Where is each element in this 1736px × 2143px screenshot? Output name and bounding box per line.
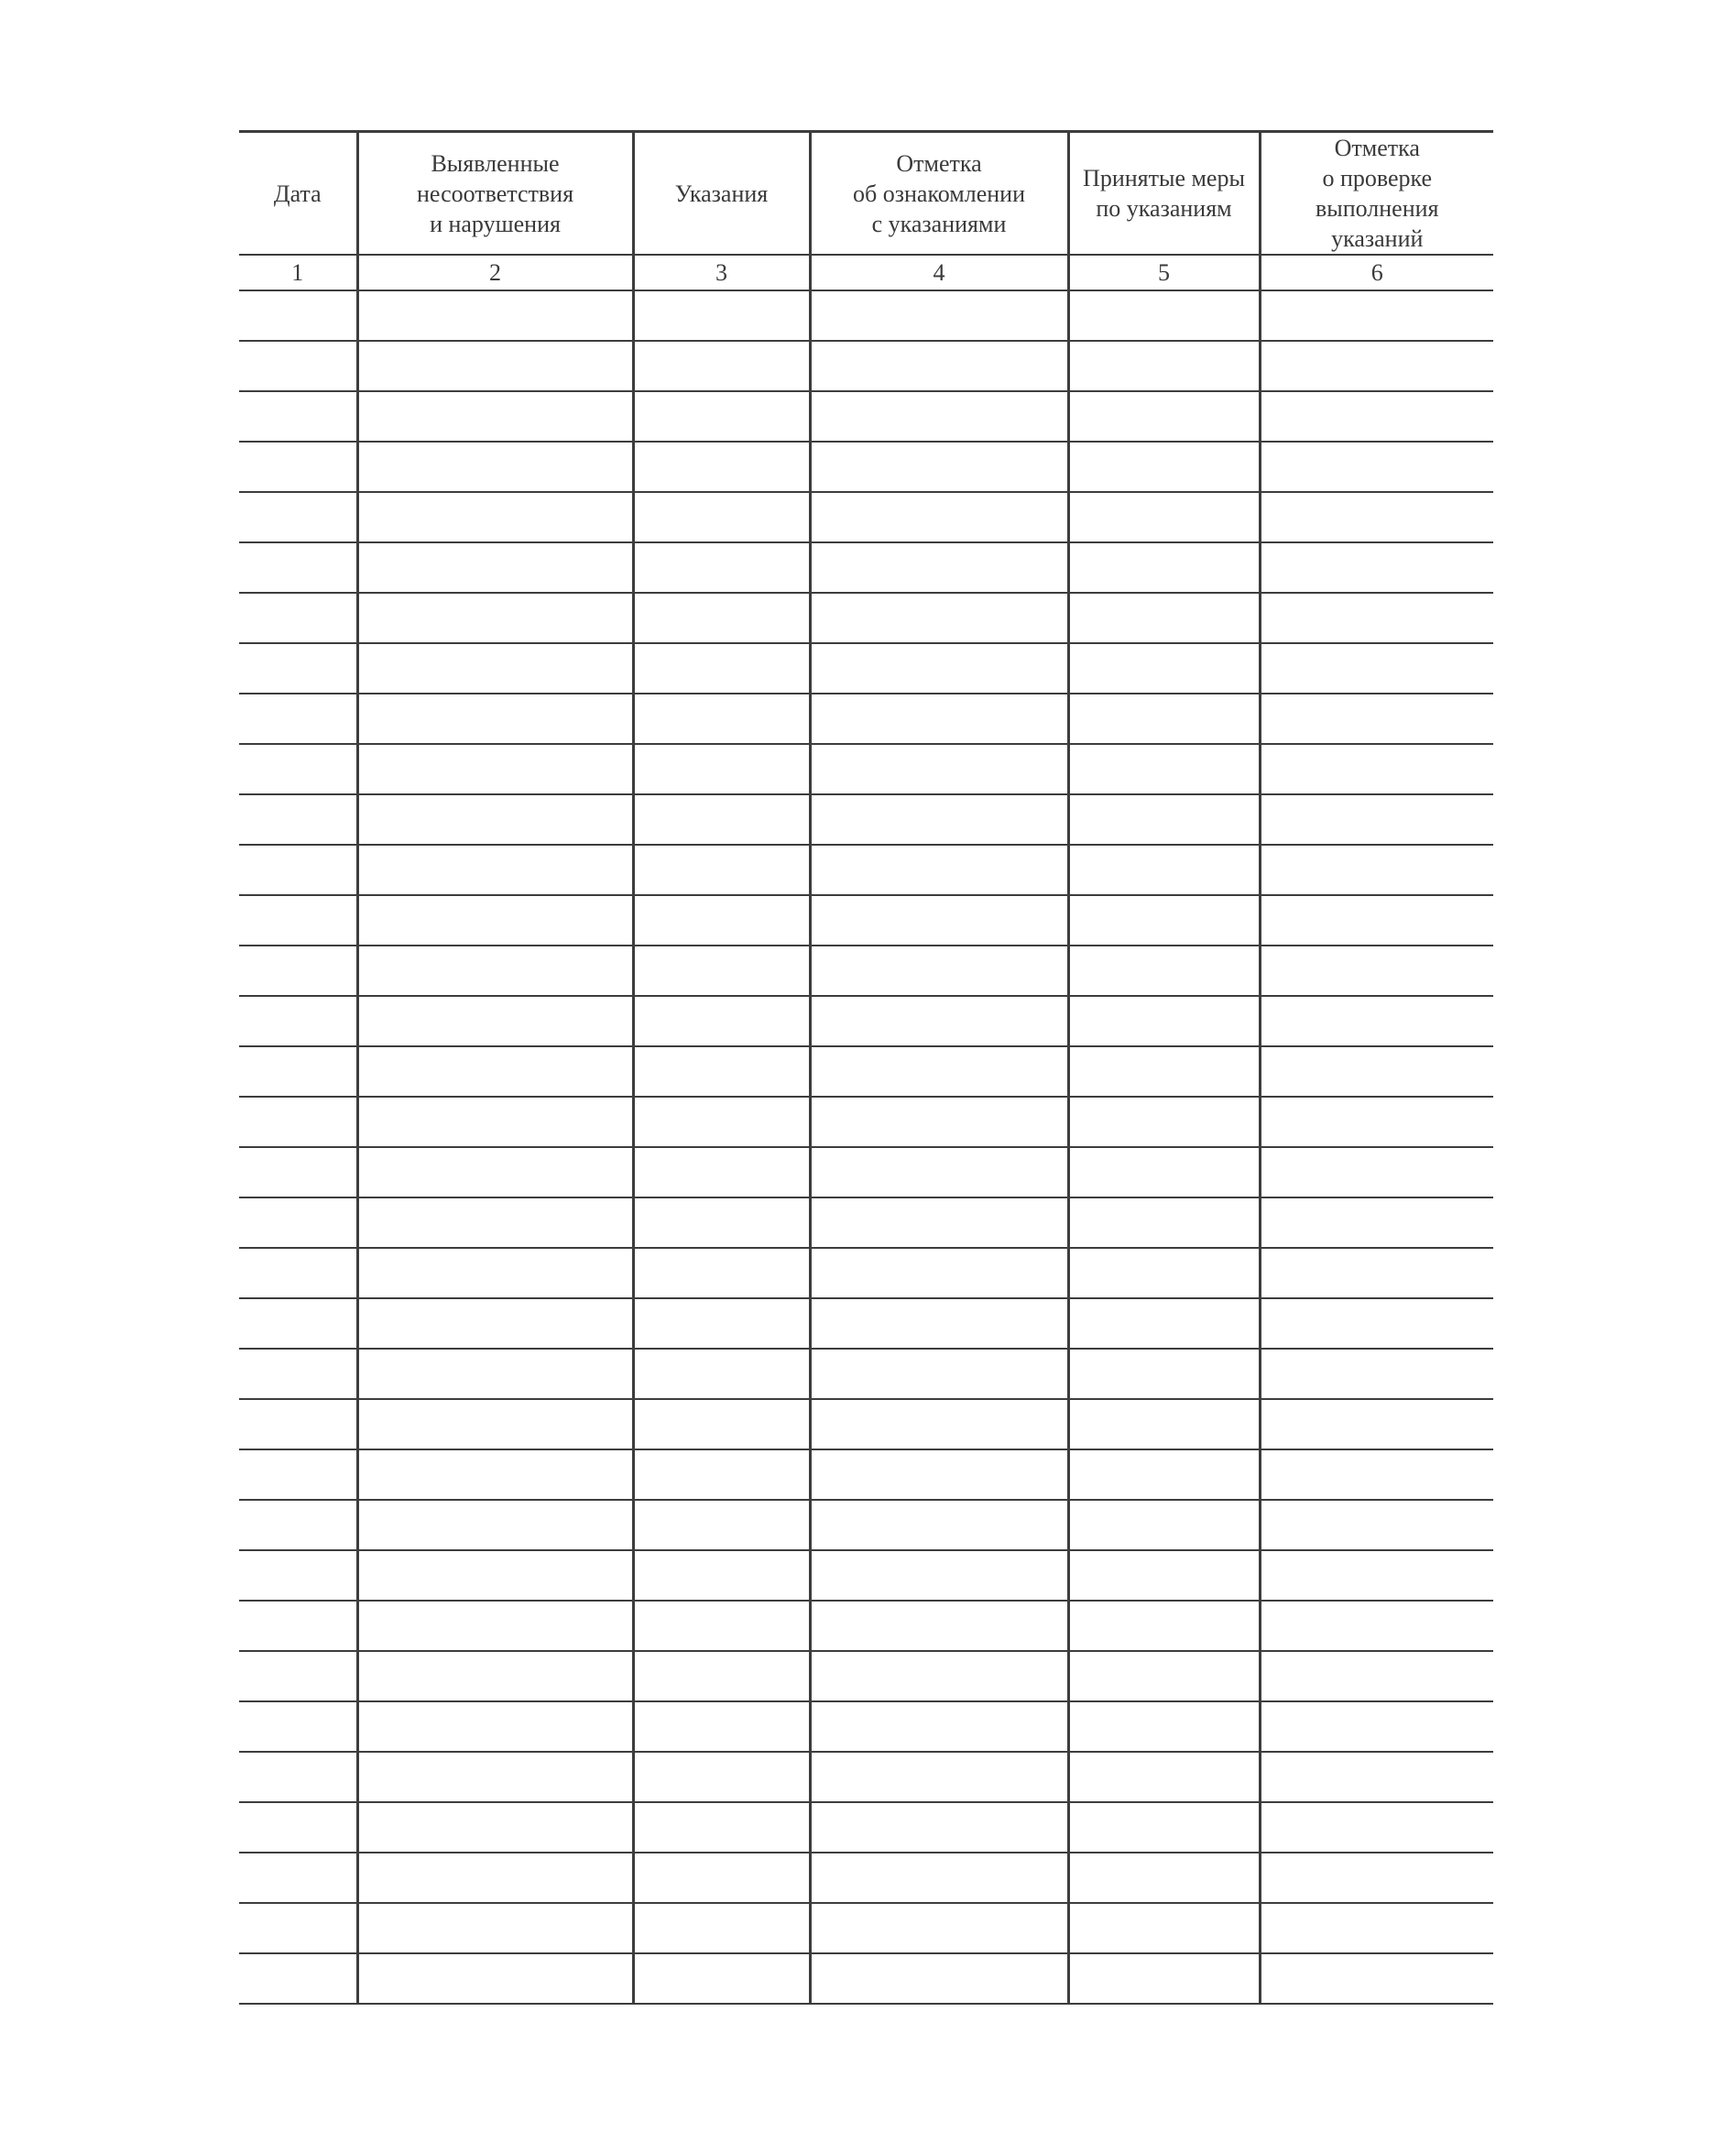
cell-acknowledgement (810, 895, 1068, 946)
table-row (239, 290, 1493, 341)
cell-instructions (633, 946, 810, 996)
cell-violations (357, 996, 633, 1046)
cell-acknowledgement (810, 946, 1068, 996)
table-row (239, 542, 1493, 593)
table-row (239, 1349, 1493, 1399)
cell-instructions (633, 643, 810, 694)
cell-date (239, 694, 357, 744)
table-row (239, 1701, 1493, 1752)
cell-violations (357, 1197, 633, 1248)
cell-verification (1260, 1651, 1493, 1701)
table-row (239, 1248, 1493, 1298)
cell-instructions (633, 391, 810, 442)
cell-violations (357, 1550, 633, 1601)
cell-date (239, 492, 357, 542)
column-number-row (239, 255, 1493, 290)
table-row (239, 1500, 1493, 1550)
cell-violations (357, 341, 633, 391)
cell-date (239, 1500, 357, 1550)
cell-violations (357, 1349, 633, 1399)
cell-violations (357, 542, 633, 593)
cell-date (239, 1853, 357, 1903)
cell-instructions (633, 542, 810, 593)
cell-date (239, 1197, 357, 1248)
cell-date (239, 643, 357, 694)
cell-measures-taken (1068, 1349, 1260, 1399)
cell-date (239, 1147, 357, 1197)
cell-date (239, 442, 357, 492)
cell-acknowledgement (810, 1500, 1068, 1550)
cell-measures-taken (1068, 1550, 1260, 1601)
cell-verification (1260, 694, 1493, 744)
table-row (239, 1046, 1493, 1097)
cell-date (239, 1550, 357, 1601)
cell-date (239, 290, 357, 341)
cell-instructions (633, 593, 810, 643)
cell-acknowledgement (810, 996, 1068, 1046)
table-row (239, 1550, 1493, 1601)
table-row (239, 694, 1493, 744)
cell-violations (357, 290, 633, 341)
cell-verification (1260, 1399, 1493, 1449)
cell-acknowledgement (810, 694, 1068, 744)
table-row (239, 1752, 1493, 1802)
cell-instructions (633, 1349, 810, 1399)
table-row (239, 744, 1493, 794)
column-number: 4 (810, 255, 1068, 290)
cell-instructions (633, 290, 810, 341)
cell-acknowledgement (810, 1903, 1068, 1953)
cell-date (239, 1802, 357, 1853)
cell-measures-taken (1068, 492, 1260, 542)
cell-acknowledgement (810, 845, 1068, 895)
cell-date (239, 1449, 357, 1500)
header-measures-taken: Принятые меры по указаниям (1068, 132, 1260, 256)
cell-measures-taken (1068, 442, 1260, 492)
cell-date (239, 1651, 357, 1701)
cell-measures-taken (1068, 1147, 1260, 1197)
table-row (239, 1802, 1493, 1853)
cell-violations (357, 1953, 633, 2004)
column-number: 1 (239, 255, 357, 290)
cell-date (239, 1046, 357, 1097)
table-row (239, 442, 1493, 492)
table-row (239, 1601, 1493, 1651)
cell-date (239, 1601, 357, 1651)
header-violations: Выявленные несоответствия и нарушения (357, 132, 633, 256)
table-row (239, 1197, 1493, 1248)
table-row (239, 996, 1493, 1046)
cell-verification (1260, 1248, 1493, 1298)
cell-measures-taken (1068, 290, 1260, 341)
table-row (239, 1298, 1493, 1349)
cell-verification (1260, 996, 1493, 1046)
inspection-register-table (239, 130, 1493, 2005)
header-date: Дата (239, 132, 357, 256)
cell-acknowledgement (810, 1651, 1068, 1701)
cell-instructions (633, 996, 810, 1046)
cell-acknowledgement (810, 341, 1068, 391)
table-row (239, 845, 1493, 895)
cell-date (239, 744, 357, 794)
column-number: 5 (1068, 255, 1260, 290)
cell-instructions (633, 1399, 810, 1449)
cell-acknowledgement (810, 1853, 1068, 1903)
cell-verification (1260, 1500, 1493, 1550)
cell-date (239, 1399, 357, 1449)
cell-instructions (633, 1500, 810, 1550)
cell-verification (1260, 593, 1493, 643)
table-row (239, 1097, 1493, 1147)
cell-violations (357, 895, 633, 946)
cell-verification (1260, 442, 1493, 492)
cell-acknowledgement (810, 744, 1068, 794)
cell-date (239, 341, 357, 391)
table-row (239, 1147, 1493, 1197)
table-row (239, 1903, 1493, 1953)
cell-verification (1260, 1097, 1493, 1147)
cell-verification (1260, 1802, 1493, 1853)
cell-measures-taken (1068, 744, 1260, 794)
cell-measures-taken (1068, 1298, 1260, 1349)
cell-instructions (633, 492, 810, 542)
cell-violations (357, 1500, 633, 1550)
cell-acknowledgement (810, 442, 1068, 492)
cell-date (239, 1953, 357, 2004)
cell-measures-taken (1068, 1449, 1260, 1500)
cell-instructions (633, 1601, 810, 1651)
column-number: 2 (357, 255, 633, 290)
cell-instructions (633, 1046, 810, 1097)
cell-instructions (633, 442, 810, 492)
cell-date (239, 542, 357, 593)
cell-acknowledgement (810, 391, 1068, 442)
table-row (239, 946, 1493, 996)
cell-acknowledgement (810, 1147, 1068, 1197)
cell-acknowledgement (810, 1550, 1068, 1601)
cell-date (239, 1248, 357, 1298)
cell-acknowledgement (810, 1197, 1068, 1248)
cell-acknowledgement (810, 593, 1068, 643)
cell-violations (357, 1903, 633, 1953)
cell-acknowledgement (810, 1349, 1068, 1399)
cell-instructions (633, 1550, 810, 1601)
cell-measures-taken (1068, 1046, 1260, 1097)
cell-violations (357, 1701, 633, 1752)
table-row (239, 794, 1493, 845)
cell-violations (357, 1802, 633, 1853)
cell-measures-taken (1068, 694, 1260, 744)
cell-instructions (633, 1953, 810, 2004)
cell-acknowledgement (810, 1298, 1068, 1349)
cell-violations (357, 593, 633, 643)
cell-measures-taken (1068, 1500, 1260, 1550)
cell-verification (1260, 1701, 1493, 1752)
cell-instructions (633, 341, 810, 391)
cell-acknowledgement (810, 1399, 1068, 1449)
cell-instructions (633, 1097, 810, 1147)
cell-violations (357, 845, 633, 895)
cell-measures-taken (1068, 1752, 1260, 1802)
table-row (239, 643, 1493, 694)
cell-instructions (633, 845, 810, 895)
cell-measures-taken (1068, 1853, 1260, 1903)
cell-date (239, 794, 357, 845)
cell-date (239, 1349, 357, 1399)
cell-measures-taken (1068, 996, 1260, 1046)
cell-measures-taken (1068, 391, 1260, 442)
cell-verification (1260, 391, 1493, 442)
cell-date (239, 1752, 357, 1802)
table-row (239, 1953, 1493, 2004)
cell-date (239, 1097, 357, 1147)
cell-date (239, 593, 357, 643)
cell-violations (357, 1046, 633, 1097)
header-acknowledgement: Отметка об ознакомлении с указаниями (810, 132, 1068, 256)
cell-date (239, 1903, 357, 1953)
cell-instructions (633, 694, 810, 744)
header-verification: Отметка о проверке выполнения указаний (1260, 132, 1493, 256)
cell-acknowledgement (810, 1046, 1068, 1097)
cell-verification (1260, 1953, 1493, 2004)
cell-verification (1260, 895, 1493, 946)
cell-instructions (633, 1853, 810, 1903)
cell-acknowledgement (810, 1752, 1068, 1802)
cell-date (239, 845, 357, 895)
cell-violations (357, 1399, 633, 1449)
header-instructions: Указания (633, 132, 810, 256)
cell-date (239, 1701, 357, 1752)
cell-violations (357, 694, 633, 744)
cell-violations (357, 1601, 633, 1651)
cell-violations (357, 1298, 633, 1349)
cell-acknowledgement (810, 1953, 1068, 2004)
cell-instructions (633, 744, 810, 794)
cell-violations (357, 946, 633, 996)
cell-measures-taken (1068, 1903, 1260, 1953)
cell-instructions (633, 1197, 810, 1248)
cell-acknowledgement (810, 1802, 1068, 1853)
cell-verification (1260, 1601, 1493, 1651)
cell-violations (357, 643, 633, 694)
cell-violations (357, 1449, 633, 1500)
cell-verification (1260, 1752, 1493, 1802)
cell-acknowledgement (810, 1449, 1068, 1500)
cell-instructions (633, 1903, 810, 1953)
cell-measures-taken (1068, 1097, 1260, 1147)
table-row (239, 1853, 1493, 1903)
cell-measures-taken (1068, 794, 1260, 845)
column-number: 3 (633, 255, 810, 290)
cell-violations (357, 1248, 633, 1298)
cell-verification (1260, 542, 1493, 593)
cell-date (239, 391, 357, 442)
cell-violations (357, 391, 633, 442)
cell-date (239, 1298, 357, 1349)
table-row (239, 492, 1493, 542)
cell-verification (1260, 1903, 1493, 1953)
cell-acknowledgement (810, 643, 1068, 694)
cell-measures-taken (1068, 895, 1260, 946)
cell-violations (357, 1853, 633, 1903)
cell-date (239, 895, 357, 946)
cell-measures-taken (1068, 1399, 1260, 1449)
cell-measures-taken (1068, 1248, 1260, 1298)
cell-verification (1260, 946, 1493, 996)
cell-measures-taken (1068, 1802, 1260, 1853)
cell-measures-taken (1068, 643, 1260, 694)
cell-acknowledgement (810, 1097, 1068, 1147)
cell-verification (1260, 341, 1493, 391)
cell-violations (357, 492, 633, 542)
cell-instructions (633, 895, 810, 946)
register-body (239, 290, 1493, 2004)
table-row (239, 1651, 1493, 1701)
cell-verification (1260, 643, 1493, 694)
cell-measures-taken (1068, 341, 1260, 391)
cell-instructions (633, 1752, 810, 1802)
cell-violations (357, 1147, 633, 1197)
cell-verification (1260, 1349, 1493, 1399)
cell-measures-taken (1068, 1197, 1260, 1248)
cell-instructions (633, 1701, 810, 1752)
cell-measures-taken (1068, 1651, 1260, 1701)
cell-instructions (633, 1449, 810, 1500)
cell-violations (357, 1097, 633, 1147)
cell-measures-taken (1068, 845, 1260, 895)
cell-measures-taken (1068, 1601, 1260, 1651)
cell-instructions (633, 1802, 810, 1853)
cell-acknowledgement (810, 290, 1068, 341)
cell-verification (1260, 1853, 1493, 1903)
cell-verification (1260, 1197, 1493, 1248)
cell-acknowledgement (810, 542, 1068, 593)
cell-verification (1260, 1147, 1493, 1197)
cell-acknowledgement (810, 492, 1068, 542)
table-row (239, 895, 1493, 946)
table-row (239, 1449, 1493, 1500)
cell-measures-taken (1068, 542, 1260, 593)
cell-verification (1260, 845, 1493, 895)
cell-violations (357, 744, 633, 794)
cell-verification (1260, 1046, 1493, 1097)
column-number: 6 (1260, 255, 1493, 290)
cell-acknowledgement (810, 1701, 1068, 1752)
cell-verification (1260, 744, 1493, 794)
table-row (239, 593, 1493, 643)
cell-measures-taken (1068, 946, 1260, 996)
table-row (239, 1399, 1493, 1449)
cell-instructions (633, 1298, 810, 1349)
cell-date (239, 946, 357, 996)
cell-violations (357, 794, 633, 845)
cell-acknowledgement (810, 794, 1068, 845)
cell-violations (357, 1651, 633, 1701)
cell-acknowledgement (810, 1601, 1068, 1651)
cell-instructions (633, 1248, 810, 1298)
cell-measures-taken (1068, 593, 1260, 643)
header-row (239, 132, 1493, 256)
cell-violations (357, 442, 633, 492)
cell-instructions (633, 1147, 810, 1197)
cell-instructions (633, 1651, 810, 1701)
cell-verification (1260, 1298, 1493, 1349)
cell-verification (1260, 492, 1493, 542)
table-row (239, 391, 1493, 442)
cell-instructions (633, 794, 810, 845)
register-sheet (239, 130, 1493, 2005)
cell-verification (1260, 794, 1493, 845)
cell-date (239, 996, 357, 1046)
table-row (239, 341, 1493, 391)
cell-verification (1260, 1550, 1493, 1601)
cell-measures-taken (1068, 1701, 1260, 1752)
cell-verification (1260, 290, 1493, 341)
cell-violations (357, 1752, 633, 1802)
cell-measures-taken (1068, 1953, 1260, 2004)
cell-verification (1260, 1449, 1493, 1500)
cell-acknowledgement (810, 1248, 1068, 1298)
